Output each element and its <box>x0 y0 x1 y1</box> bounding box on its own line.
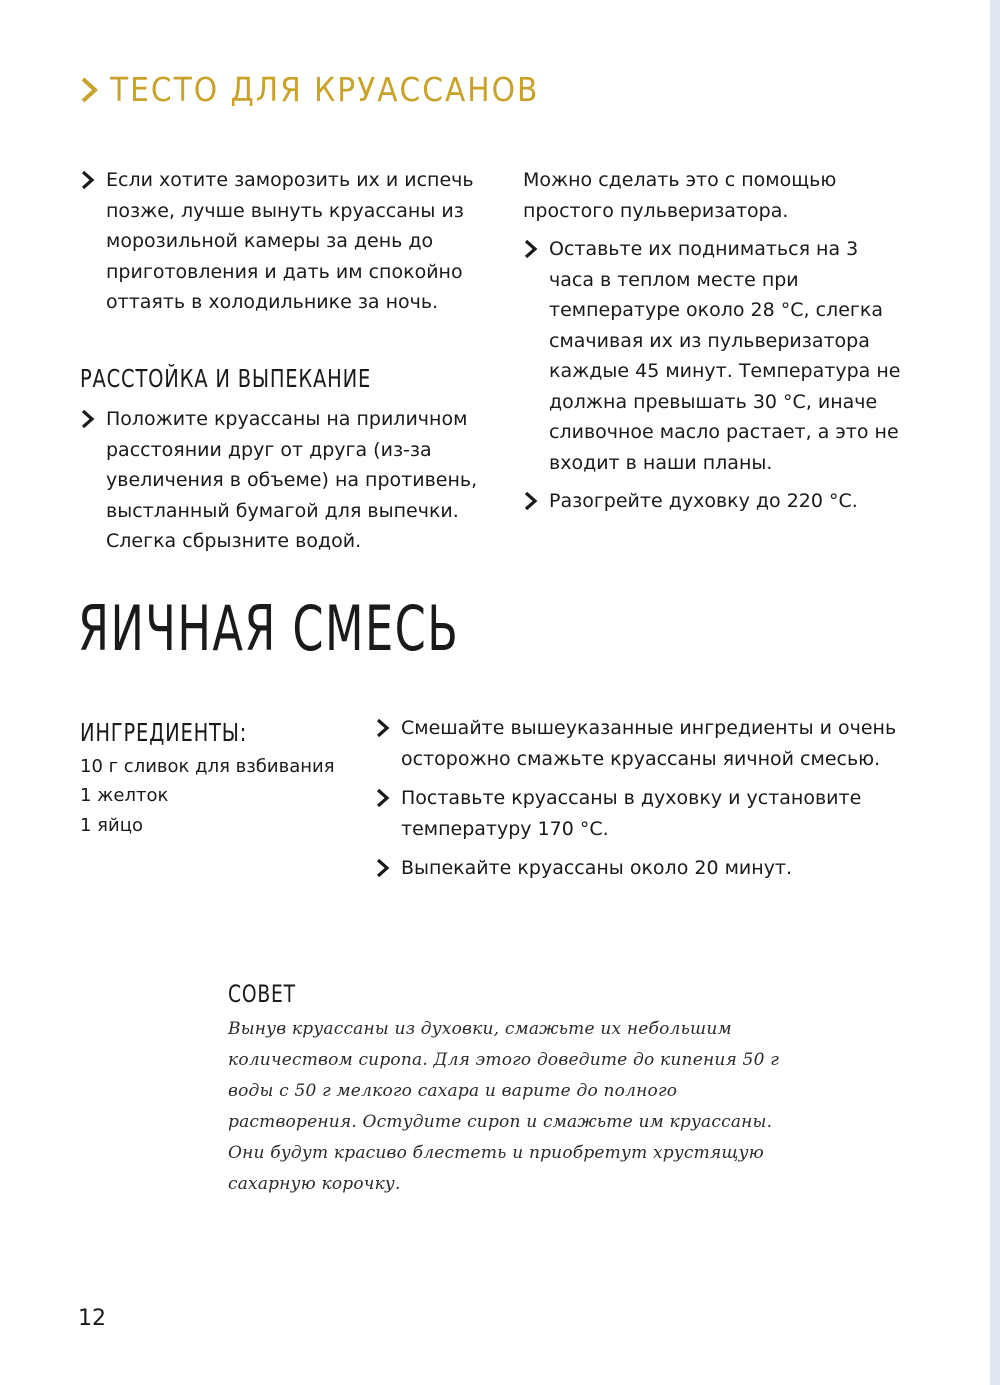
chevron-icon <box>80 77 98 103</box>
section-title-text: ТЕСТО ДЛЯ КРУАССАНОВ <box>110 70 540 109</box>
preheat-paragraph: Разогрейте духовку до 220 °C. <box>549 490 858 512</box>
step-item <box>375 853 915 884</box>
chevron-bullet-icon <box>80 171 96 189</box>
ingredients-block <box>80 718 360 840</box>
step-item <box>375 783 915 845</box>
proofing-subheading: РАССТОЙКА И ВЫПЕКАНИЕ <box>80 363 372 393</box>
bullet-paragraph <box>523 486 903 517</box>
ingredient-item: 1 желток <box>80 785 169 806</box>
left-column <box>80 165 480 557</box>
right-column <box>523 165 903 517</box>
egg-steps <box>375 713 915 884</box>
rise-paragraph: Оставьте их подниматься на 3 часа в теплом месте при температуре около 28 °C, слегка смачивая их из пульверизатора каждые 45 минут. Температура не должна превышать 30 °C, иначе сливочное масло растает, а это не входит в наши планы. <box>549 238 901 474</box>
advice-block <box>228 980 788 1200</box>
chevron-bullet-icon <box>375 789 391 807</box>
chevron-bullet-icon <box>523 240 539 258</box>
page-number: 12 <box>78 1306 106 1331</box>
chevron-bullet-icon <box>375 859 391 877</box>
advice-text: Вынув круассаны из духовки, смажьте их небольшим количеством сиропа. Для этого доведите до кипения 50 г воды с 50 г мелкого сахара и варите до полного растворения. Остудите сироп и смажьте им круассаны. Они будут красиво блестеть и приобретут хрустящую сахарную корочку. <box>228 1019 779 1194</box>
advice-heading: СОВЕТ <box>228 980 296 1008</box>
step-bake: Выпекайте круассаны около 20 минут. <box>401 857 793 879</box>
section-title <box>80 70 539 109</box>
ingredient-item: 1 яйцо <box>80 814 143 836</box>
freeze-paragraph: Если хотите заморозить их и испечь позже, лучше вынуть круассаны из морозильной камеры за день до приготовления и дать им спокойно оттаять в холодильнике за ночь. <box>106 169 474 313</box>
chevron-bullet-icon <box>375 719 391 737</box>
egg-wash-title: ЯИЧНАЯ СМЕСЬ <box>78 592 460 665</box>
ingredient-item: 10 г сливок для взбивания <box>80 755 335 777</box>
chevron-bullet-icon <box>523 492 539 510</box>
bullet-paragraph <box>80 165 480 318</box>
step-mix: Смешайте вышеуказанные ингредиенты и очень осторожно смажьте круассаны яичной смесью. <box>401 717 897 770</box>
bullet-paragraph <box>80 404 480 557</box>
bullet-paragraph <box>523 234 903 478</box>
chevron-bullet-icon <box>80 410 96 428</box>
step-item <box>375 713 915 775</box>
page-edge <box>990 0 1000 1385</box>
ingredients-heading: ИНГРЕДИЕНТЫ: <box>80 718 248 747</box>
sprayer-paragraph: Можно сделать это с помощью простого пульверизатора. <box>523 169 837 222</box>
ingredients-list <box>80 752 360 841</box>
tray-paragraph: Положите круассаны на приличном расстоянии друг от друга (из-за увеличения в объеме) на противень, выстланный бумагой для выпечки. Слегка сбрызните водой. <box>106 408 478 552</box>
step-oven: Поставьте круассаны в духовку и установите температуру 170 °C. <box>401 787 862 840</box>
